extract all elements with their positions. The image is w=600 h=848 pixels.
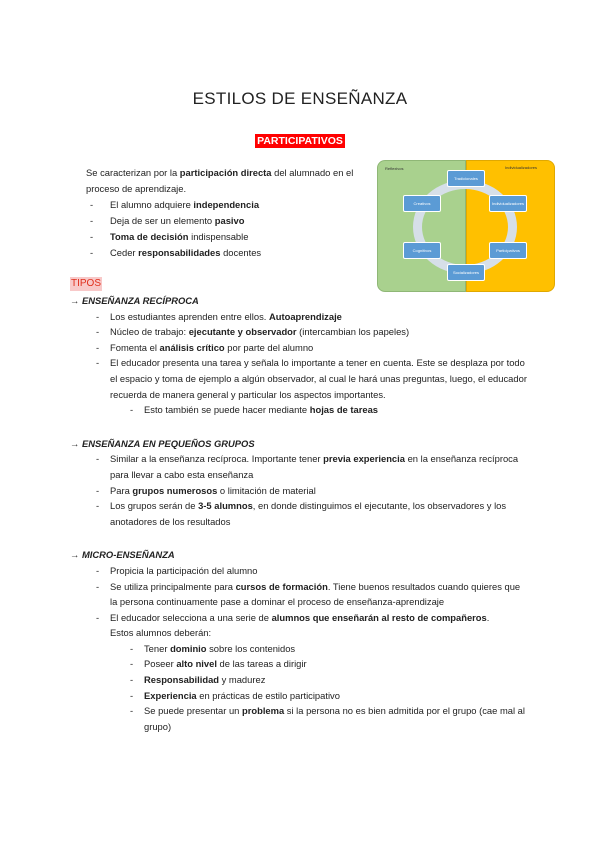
intro-bold: participación directa [179,167,272,178]
intro-text: Se caracterizan por la [86,167,180,178]
list-item: - El alumno adquiere independencia [86,197,376,213]
diagram-right-label: Individualizadores [505,165,538,170]
list-item: - Propicia la participación del alumno [90,563,530,579]
intro-paragraph [86,165,376,197]
tipos-label: TIPOS [71,278,102,289]
diagram-box-left-bottom: Cognitivos [403,242,441,259]
list-item: - Poseer alto nivel de las tareas a dirigir [124,656,530,672]
diagram-box-right-bottom: Participativos [489,242,527,259]
section-heading: → ENSEÑANZA RECÍPROCA [70,295,199,306]
styles-diagram [377,160,555,292]
list-item: - Tener dominio sobre los contenidos [124,641,530,657]
sub-list [124,402,530,418]
subtitle-wrap [0,131,600,149]
list-item: - El educador selecciona a una serie de alumnos que enseñarán al resto de compañeros. Estos alumnos deberán: - Tener dominio sobre los contenidos - Poseer alto nivel de las tareas a dirigir - Responsabilidad y madurez - Experiencia en prácticas de estilo participativo - Se puede presentar un problema si la persona no es bien admitida por el grupo (cae mal al grupo) [90,610,530,735]
list-item: - Fomenta el análisis crítico por parte del alumno [90,340,530,356]
page-title: ESTILOS DE ENSEÑANZA [192,89,408,108]
sub-list [124,641,530,735]
list-item: - Para grupos numerosos o limitación de material [90,483,530,499]
diagram-box-bottom: Socializadores [447,264,485,281]
list-item: - Los grupos serán de 3-5 alumnos, en donde distinguimos el ejecutante, los observadores y los anotadores de los resultados [90,498,530,529]
list-item: - Esto también se puede hacer mediante hojas de tareas [124,402,530,418]
list-item: - Deja de ser un elemento pasivo [86,213,376,229]
list-item: - Ceder responsabilidades docentes [86,245,376,261]
section-subtitle: PARTICIPATIVOS [257,135,343,147]
content-body [70,275,530,734]
list-item: - El educador presenta una tarea y señala lo importante a tener en cuenta. Este se desplaza por todo el espacio y toma de ejemplo a algún observador, al cual le hará unas preguntas, luego, el educador recuerda de manera general y particular los aspectos importantes. - Esto también se puede hacer mediante hojas de tareas [90,355,530,417]
section-heading: → ENSEÑANZA EN PEQUEÑOS GRUPOS [70,437,255,449]
diagram-box-right-top: Individualizadores [489,195,527,212]
list-item: - Similar a la enseñanza recíproca. Importante tener previa experiencia en la enseñanza recíproca para llevar a cabo esta enseñanza [90,451,530,482]
list-item: - Experiencia en prácticas de estilo participativo [124,688,530,704]
list-item: - Los estudiantes aprenden entre ellos. Autoaprendizaje [90,309,530,325]
diagram-left-label: Reflexivos [385,166,404,171]
diagram-box-left-top: Creativos [403,195,441,212]
diagram-box-top: Tradicionales [447,170,485,187]
list-item: - Se utiliza principalmente para cursos de formación. Tiene buenos resultados cuando quieres que la persona continuamente pase a dominar el proceso de enseñanza-aprendizaje [90,579,530,610]
list-item: - Se puede presentar un problema si la persona no es bien admitida por el grupo (cae mal al grupo) [124,703,530,734]
section-list [90,451,530,529]
list-item: - Núcleo de trabajo: ejecutante y observador (intercambian los papeles) [90,324,530,340]
section-heading: → MICRO-ENSEÑANZA [70,549,175,561]
intro-text-rest: del alumnado en el proceso de aprendizaje. [86,167,354,194]
section-list [90,563,530,735]
intro-list [86,197,376,261]
list-item: - Responsabilidad y madurez [124,672,530,688]
section-list [90,309,530,418]
intro-block [86,165,376,261]
list-item: - Toma de decisión indispensable [86,229,376,245]
